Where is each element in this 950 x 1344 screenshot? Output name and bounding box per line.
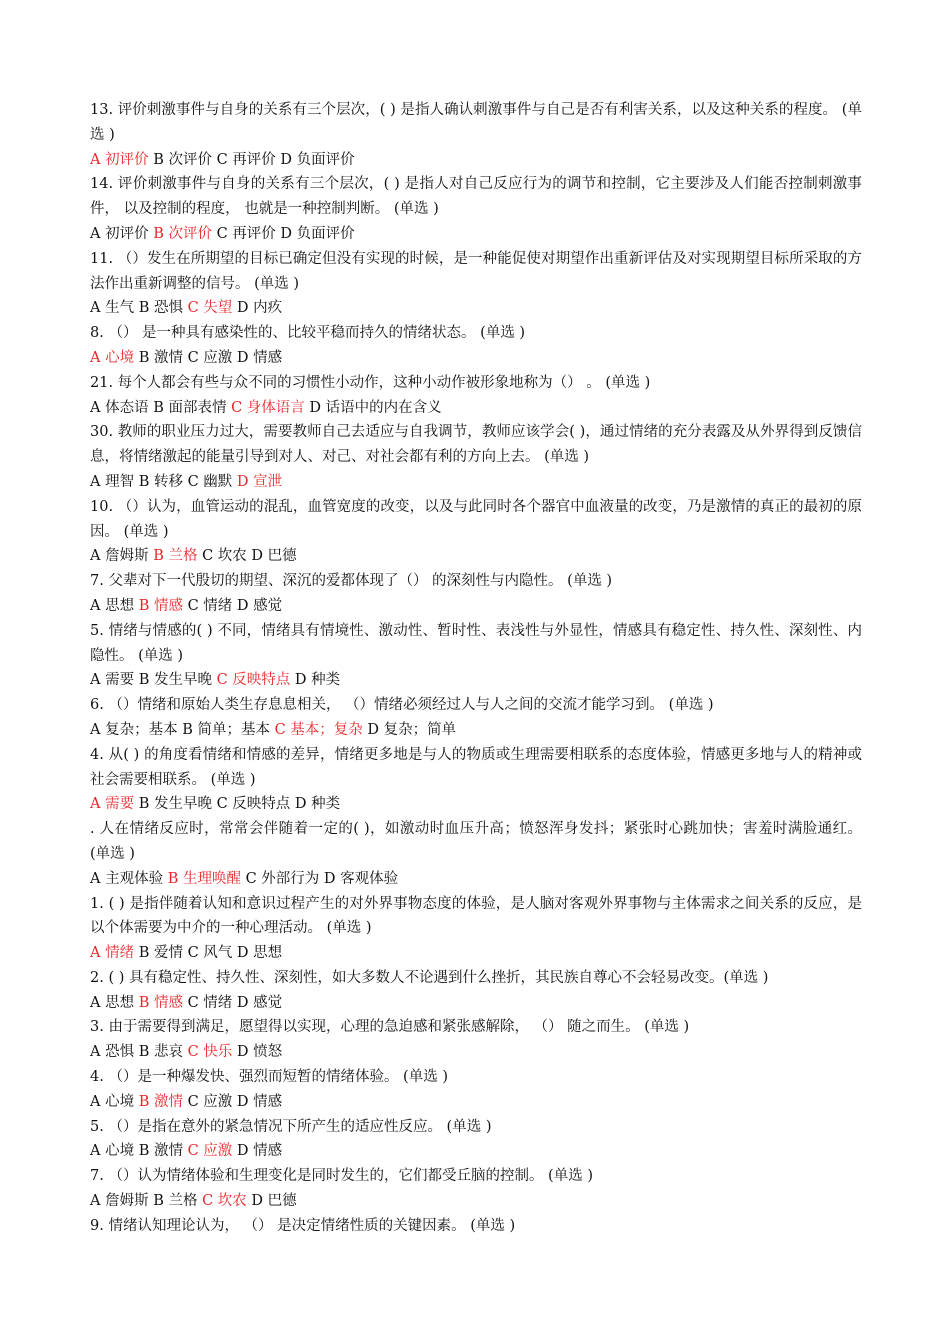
question-text: 6. （）情绪和原始人类生存息息相关， （）情绪必须经过人与人之间的交流才能学习到。 (单选 ) [90,697,714,714]
answer-options [90,470,862,495]
answer-options [90,792,862,817]
question-text: . 人在情绪反应时，常常会伴随着一定的( )，如激动时血压升高；愤怒浑身发抖；紧张时心跳加快；害羞时满脸通红。 (单选 ) [90,821,862,862]
answer-option: D 思想 [236,945,283,962]
answer-options [90,1139,862,1164]
answer-option: A 思想 [90,994,135,1011]
answer-option: D 愤怒 [236,1044,283,1061]
answer-option: B 简单；基本 [182,721,270,738]
question-text: 11. （）发生在所期望的目标已确定但没有实现的时候，是一种能促使对期望作出重新评估及对实现期望目标所采取的方法作出重新调整的信号。 (单选 ) [90,250,862,292]
answer-option: D 巴德 [251,1193,297,1210]
answer-option: B 发生早晚 [138,672,212,689]
question-text: 8. （） 是一种具有感染性的、比较平稳而持久的情绪状态。 (单选 ) [90,325,526,342]
answer-option: C 反映特点 [216,796,291,813]
answer-option: D 内疚 [236,300,283,317]
answer-options [90,222,862,247]
answer-option: B 发生早晚 [138,796,212,813]
answer-options [90,346,862,371]
correct-answer-option: B 情感 [138,597,183,614]
answer-option: D 情感 [236,349,283,366]
question-text: 21. 每个人都会有些与众不同的习惯性小动作，这种小动作被形象地称为（） 。 (单选 ) [90,374,651,391]
correct-answer-option: C 反映特点 [216,672,291,689]
correct-answer-option: C 基本；复杂 [274,721,363,738]
answer-option: C 再评价 [216,225,276,242]
question-text: 7. 父辈对下一代殷切的期望、深沉的爱都体现了（） 的深刻性与内隐性。 (单选 ) [90,573,613,590]
answer-option: D 巴德 [251,548,297,565]
answer-option: A 初评价 [90,225,149,242]
answer-option: C 情绪 [187,994,233,1011]
answer-options [90,1040,862,1065]
answer-options [90,718,862,743]
correct-answer-option: B 生理唤醒 [167,870,241,887]
answer-option: A 心境 [90,1093,135,1110]
answer-option: A 复杂；基本 [90,721,178,738]
correct-answer-option: A 心境 [90,349,135,366]
answer-option: A 主观体验 [90,870,164,887]
answer-options [90,148,862,173]
answer-option: C 坎农 [202,548,247,565]
question-text: 5. （）是指在意外的紧急情况下所产生的适应性反应。 (单选 ) [90,1118,492,1135]
answer-option: C 情绪 [187,597,233,614]
answer-option: A 詹姆斯 [90,548,149,565]
answer-option: C 外部行为 [245,870,320,887]
question-text: 13. 评价刺激事件与自身的关系有三个层次，( ) 是指人确认刺激事件与自己是否有利害关系，以及这种关系的程度。 (单选 ) [90,102,862,143]
correct-answer-option: C 应激 [187,1143,233,1160]
question-text: 9. 情绪认知理论认为， （） 是决定情绪性质的关键因素。 (单选 ) [90,1217,516,1234]
answer-options [90,296,862,321]
answer-option: B 激情 [138,1143,183,1160]
answer-option: A 生气 [90,300,135,317]
answer-option: D 客观体验 [323,870,399,887]
answer-options [90,867,862,892]
answer-options [90,1189,862,1214]
question-list [90,98,862,1239]
question-text: 30. 教师的职业压力过大，需要教师自己去适应与自我调节，教师应该学会( )，通过情绪的充分表露及从外界得到反馈信息，将情绪激起的能量引导到对人、对己、对社会都有利的方向上去。 (单选 ) [90,424,862,466]
correct-answer-option: A 初评价 [90,151,149,168]
answer-option: B 悲哀 [138,1044,183,1061]
question-text: 2. ( ) 具有稳定性、持久性、深刻性，如大多数人不论遇到什么挫折，其民族自尊心不会轻易改变。(单选 ) [90,969,769,986]
answer-option: B 面部表情 [153,399,227,416]
answer-option: D 情感 [236,1093,283,1110]
answer-option: D 种类 [294,796,341,813]
answer-options [90,941,862,966]
answer-option: D 种类 [294,672,341,689]
answer-option: B 激情 [138,349,183,366]
answer-option: D 感觉 [236,597,283,614]
correct-answer-option: B 次评价 [153,225,212,242]
answer-option: B 次评价 [153,151,212,168]
question-text: 4. （）是一种爆发快、强烈而短暂的情绪体验。 (单选 ) [90,1069,448,1086]
answer-option: B 爱情 [138,945,183,962]
question-text: 4. 从( ) 的角度看情绪和情感的差异，情绪更多地是与人的物质或生理需要相联系的态度体验，情感更多地与人的精神或社会需要相联系。 (单选 ) [90,746,862,788]
answer-option: D 负面评价 [280,225,355,242]
answer-option: D 感觉 [236,994,283,1011]
correct-answer-option: C 身体语言 [231,399,305,416]
answer-option: A 思想 [90,597,135,614]
correct-answer-option: D 宣泄 [236,473,283,490]
answer-option: A 体态语 [90,399,149,416]
answer-option: D 情感 [236,1143,283,1160]
question-text: 3. 由于需要得到满足，愿望得以实现，心理的急迫感和紧张感解除， （） 随之而生。 (单选 ) [90,1019,690,1036]
answer-option: A 理智 [90,473,135,490]
answer-option: C 风气 [187,945,233,962]
answer-options [90,1090,862,1115]
correct-answer-option: A 需要 [90,796,135,813]
answer-option: C 再评价 [216,151,276,168]
answer-options [90,668,862,693]
correct-answer-option: B 情感 [138,994,183,1011]
correct-answer-option: B 兰格 [153,548,198,565]
correct-answer-option: C 失望 [187,300,233,317]
answer-option: A 心境 [90,1143,135,1160]
answer-option: C 应激 [187,1093,233,1110]
answer-option: B 恐惧 [138,300,183,317]
question-text: 10. （）认为，血管运动的混乱，血管宽度的改变，以及与此同时各个器官中血液量的改变，乃是激情的真正的最初的原因。 (单选 ) [90,498,862,540]
answer-option: A 詹姆斯 [90,1193,149,1210]
answer-option: A 需要 [90,672,135,689]
answer-options [90,594,862,619]
answer-option: A 恐惧 [90,1044,135,1061]
answer-option: B 兰格 [153,1193,198,1210]
question-text: 5. 情绪与情感的( ) 不同，情绪具有情境性、激动性、暂时性、表浅性与外显性，情感具有稳定性、持久性、深刻性、内隐性。 (单选 ) [90,622,862,664]
correct-answer-option: C 快乐 [187,1044,233,1061]
correct-answer-option: C 坎农 [202,1193,247,1210]
answer-option: D 负面评价 [280,151,355,168]
question-text: 1. ( ) 是指伴随着认知和意识过程产生的对外界事物态度的体验，是人脑对客观外界事物与主体需求之间关系的反应，是以个体需要为中介的一种心理活动。 (单选 ) [90,895,862,937]
answer-option: D 话语中的内在含义 [309,399,442,416]
answer-option: C 应激 [187,349,233,366]
question-text: 14. 评价刺激事件与自身的关系有三个层次，( ) 是指人对自己反应行为的调节和控制，它主要涉及人们能否控制刺激事件， 以及控制的程度， 也就是一种控制判断。 (单选 ) [90,176,862,218]
answer-options [90,544,862,569]
question-text: 7. （）认为情绪体验和生理变化是同时发生的，它们都受丘脑的控制。 (单选 ) [90,1168,593,1185]
answer-option: D 复杂；简单 [367,721,457,738]
correct-answer-option: A 情绪 [90,945,135,962]
correct-answer-option: B 激情 [138,1093,183,1110]
answer-option: C 幽默 [187,473,233,490]
answer-options [90,991,862,1016]
answer-options [90,396,862,421]
answer-option: B 转移 [138,473,183,490]
